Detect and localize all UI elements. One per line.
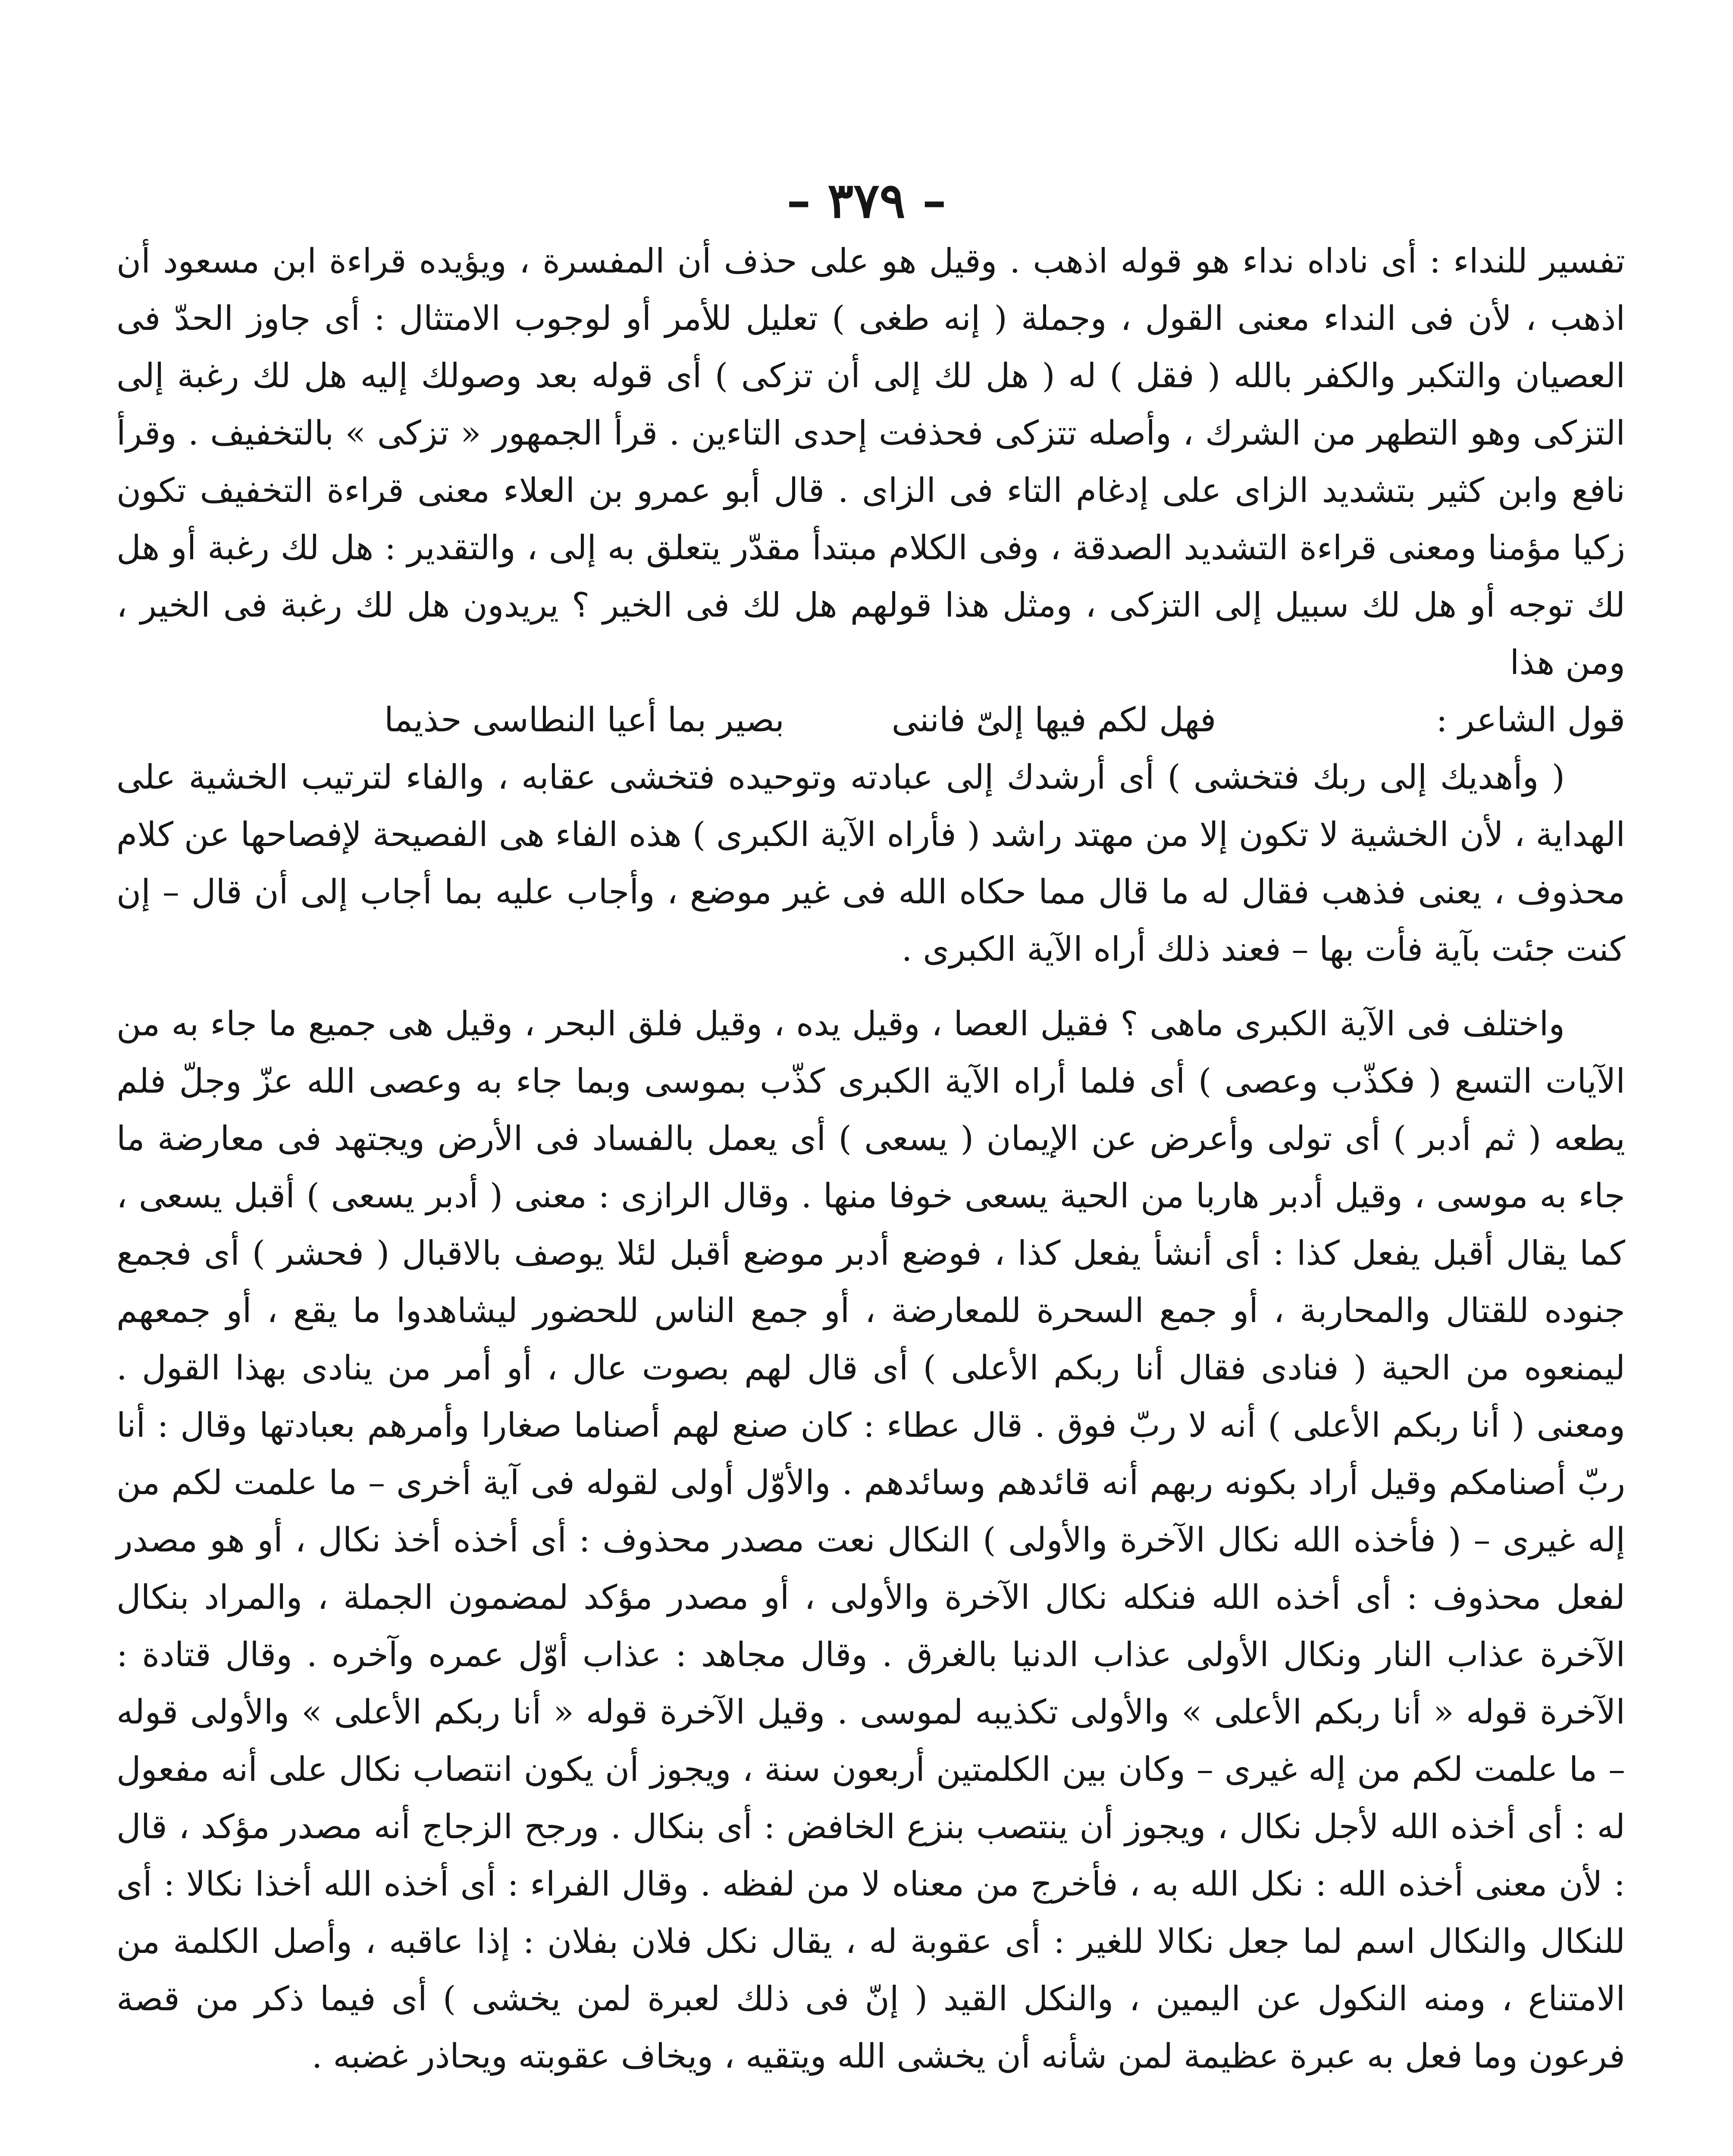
poem-lead: قول الشاعر : xyxy=(1436,701,1625,740)
poem-verse xyxy=(116,692,1625,749)
paragraph-wa-ahdika: ( وأهديك إلى ربك فتخشى ) أى أرشدك إلى عبادته وتوحيده فتخشى عقابه ، والفاء لترتيب الخشية على الهداية ، لأن الخشية لا تكون إلا من مهتد راشد ( فأراه الآية الكبرى ) هذه الفاء هى الفصيحة لإفصاحها عن كلام محذوف ، يعنى فذهب فقال له ما قال مما حكاه الله فى غير موضع ، وأجاب عليه بما أجاب إلى أن قال – إن كنت جئت بآية فأت بها – فعند ذلك أراه الآية الكبرى . xyxy=(116,758,1625,969)
paragraph-ikhtilaf-ayat: واختلف فى الآية الكبرى ماهى ؟ فقيل العصا ، وقيل يده ، وقيل فلق البحر ، وقيل هى جميع ما جاء به من الآيات التسع ( فكذّب وعصى ) أى فلما أراه الآية الكبرى كذّب بموسى وبما جاء به وعصى الله عزّ وجلّ فلم يطعه ( ثم أدبر ) أى تولى وأعرض عن الإيمان ( يسعى ) أى يعمل بالفساد فى الأرض ويجتهد فى معارضة ما جاء به موسى ، وقيل أدبر هاربا من الحية يسعى خوفا منها . وقال الرازى : معنى ( أدبر يسعى ) أقبل يسعى ، كما يقال أقبل يفعل كذا : أى أنشأ يفعل كذا ، فوضع أدبر موضع أقبل لئلا يوصف بالاقبال ( فحشر ) أى فجمع جنوده للقتال والمحاربة ، أو جمع السحرة للمعارضة ، أو جمع الناس للحضور ليشاهدوا ما يقع ، أو جمعهم ليمنعوه من الحية ( فنادى فقال أنا ربكم الأعلى ) أى قال لهم بصوت عال ، أو أمر من ينادى بهذا القول . ومعنى ( أنا ربكم الأعلى ) أنه لا ربّ فوق . قال عطاء : كان صنع لهم أصناما صغارا وأمرهم بعبادتها وقال : أنا ربّ أصنامكم وقيل أراد بكونه ربهم أنه قائدهم وسائدهم . والأوّل أولى لقوله فى آية أخرى – ما علمت لكم من إله غيرى – ( فأخذه الله نكال الآخرة والأولى ) النكال نعت مصدر محذوف : أى أخذه أخذ نكال ، أو هو مصدر لفعل محذوف : أى أخذه الله فنكله نكال الآخرة والأولى ، أو مصدر مؤكد لمضمون الجملة ، والمراد بنكال الآخرة عذاب النار ونكال الأولى عذاب الدنيا بالغرق . وقال مجاهد : عذاب أوّل عمره وآخره . وقال قتادة : الآخرة قوله « أنا ربكم الأعلى » والأولى تكذيبه لموسى . وقيل الآخرة قوله « أنا ربكم الأعلى » والأولى قوله – ما علمت لكم من إله غيرى – وكان بين الكلمتين أربعون سنة ، ويجوز أن يكون انتصاب نكال على أنه مفعول له : أى أخذه الله لأجل نكال ، ويجوز أن ينتصب بنزع الخافض : أى بنكال . ورجح الزجاج أنه مصدر مؤكد ، قال : لأن معنى أخذه الله : نكل الله به ، فأخرج من معناه لا من لفظه . وقال الفراء : أى أخذه الله أخذا نكالا : أى للنكال والنكال اسم لما جعل نكالا للغير : أى عقوبة له ، يقال نكل فلان بفلان : إذا عاقبه ، وأصل الكلمة من الامتناع ، ومنه النكول عن اليمين ، والنكل القيد ( إنّ فى ذلك لعبرة لمن يخشى ) أى فيما ذكر من قصة فرعون وما فعل به عبرة عظيمة لمن شأنه أن يخشى الله ويتقيه ، ويخاف عقوبته ويحاذر غضبه . xyxy=(116,1005,1625,2076)
poem-hemistich-second: بصير بما أعيا النطاسى حذيما xyxy=(384,701,784,740)
poem-hemistich-first: فهل لكم فيها إلىّ فاننى xyxy=(891,701,1216,740)
paragraph-gap xyxy=(116,978,1625,996)
paragraph-tafsir-nida: تفسير للنداء : أى ناداه نداء هو قوله اذهب . وقيل هو على حذف أن المفسرة ، ويؤيده قراءة ابن مسعود أن اذهب ، لأن فى النداء معنى القول ، وجملة ( إنه طغى ) تعليل للأمر أو لوجوب الامتثال : أى جاوز الحدّ فى العصيان والتكبر والكفر بالله ( فقل ) له ( هل لك إلى أن تزكى ) أى قوله بعد وصولك إليه هل لك رغبة إلى التزكى وهو التطهر من الشرك ، وأصله تتزكى فحذفت إحدى التاءين . قرأ الجمهور « تزكى » بالتخفيف . وقرأ نافع وابن كثير بتشديد الزاى على إدغام التاء فى الزاى . قال أبو عمرو بن العلاء معنى قراءة التخفيف تكون زكيا مؤمنا ومعنى قراءة التشديد الصدقة ، وفى الكلام مبتدأ مقدّر يتعلق به إلى ، والتقدير : هل لك رغبة أو هل لك توجه أو هل لك سبيل إلى التزكى ، ومثل هذا قولهم هل لك فى الخير ؟ يريدون هل لك رغبة فى الخير ، ومن هذا xyxy=(116,242,1625,682)
page-number: – ٣٧٩ – xyxy=(787,172,946,229)
